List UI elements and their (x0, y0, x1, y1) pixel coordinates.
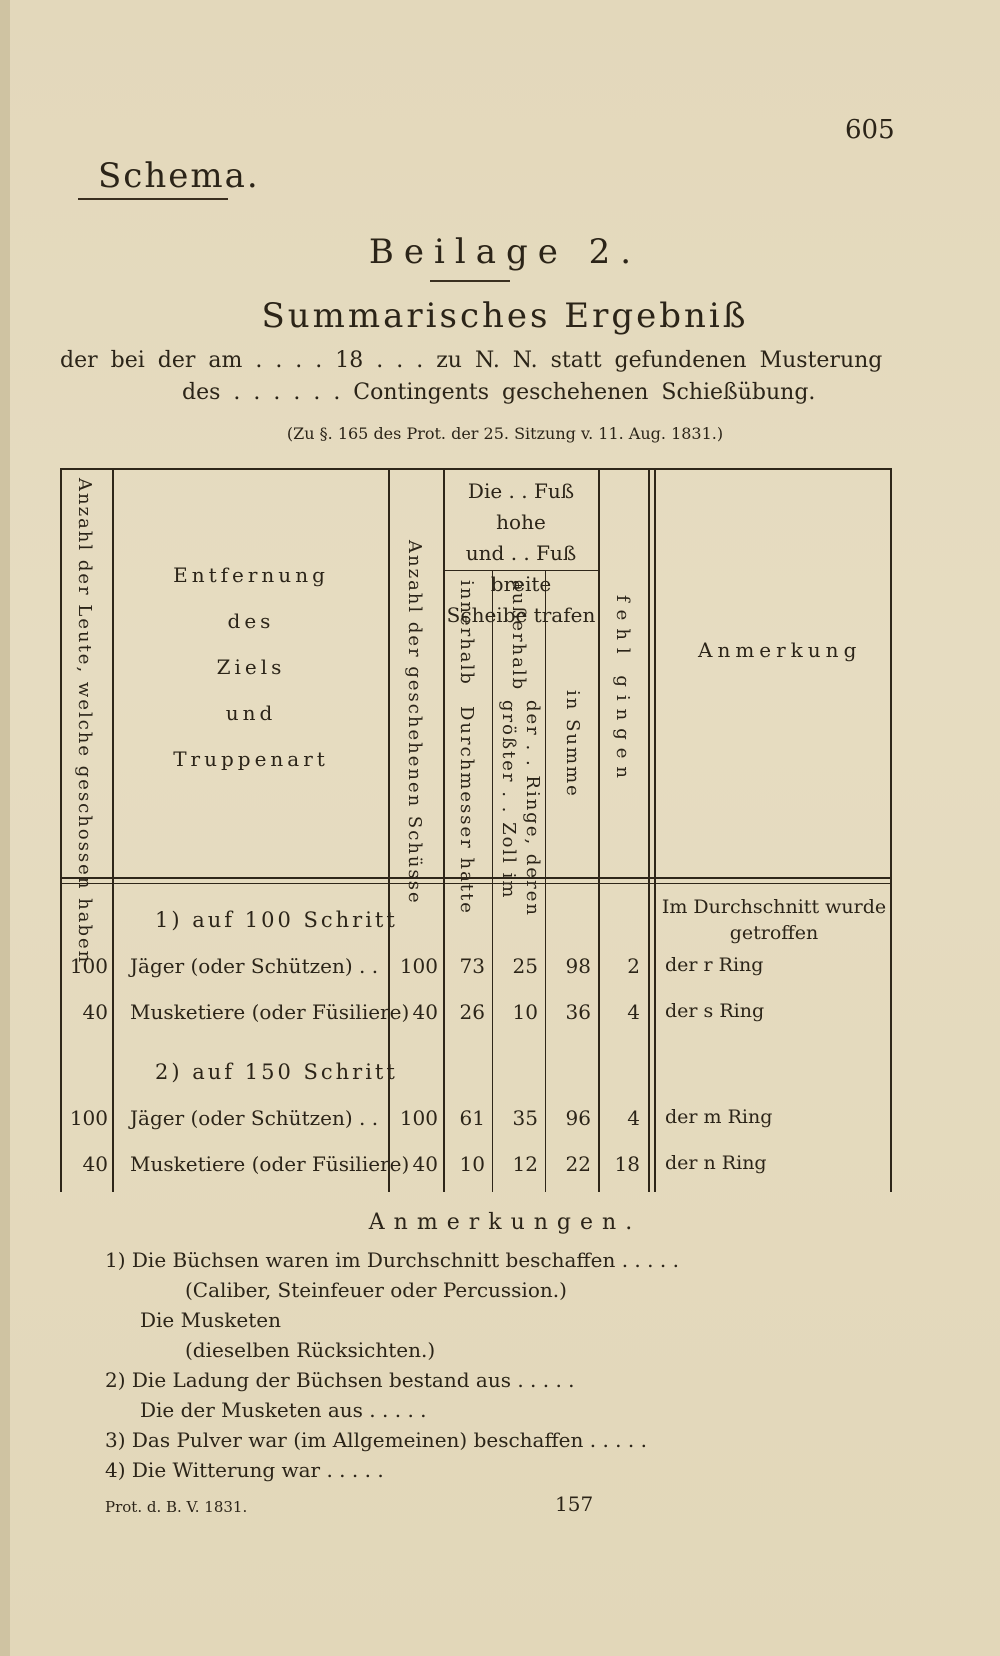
header-target-line-2: und . . Fuß breite (465, 541, 577, 596)
col-divider-sum (598, 468, 600, 1192)
header-people-count: Anzahl der Leute, welche geschossen haben (74, 478, 95, 965)
inside-cell: 61 (459, 1106, 485, 1130)
sum-cell: 36 (565, 1000, 591, 1024)
footer-protocol: Prot. d. B. V. 1831. (105, 1498, 248, 1516)
people-count-cell: 40 (82, 1000, 108, 1024)
sum-cell: 22 (565, 1152, 591, 1176)
note-line: 4) Die Witterung war . . . . . (105, 1458, 384, 1482)
remark-cell: der s Ring (665, 1000, 765, 1022)
missed-cell: 18 (614, 1152, 640, 1176)
header-distance-line-5: Truppenart (173, 747, 329, 771)
header-sum: in Summe (562, 690, 583, 798)
heading-divider (430, 280, 510, 282)
troop-type-cell: Jäger (oder Schützen) . . (130, 954, 379, 978)
shots-cell: 40 (412, 1000, 438, 1024)
document-title: Summarisches Ergebniß (261, 296, 749, 336)
table-top-border (60, 468, 890, 470)
header-target-line-3: Scheibe trafen (446, 603, 596, 627)
header-missed: fehl gingen (612, 595, 633, 787)
header-largest-ring: größter . . Zoll im (498, 700, 519, 900)
note-line: 1) Die Büchsen waren im Durchschnitt beschaffen . . . . . (105, 1248, 679, 1272)
note-line: Die Musketen (140, 1308, 281, 1332)
schema-underline (78, 198, 228, 200)
header-rings: der . . Ringe, deren (522, 700, 543, 917)
outside-cell: 25 (512, 954, 538, 978)
people-count-cell: 40 (82, 1152, 108, 1176)
header-distance (114, 552, 388, 782)
missed-cell: 4 (627, 1106, 640, 1130)
col-divider-missed (648, 468, 650, 1192)
footer-signature-number: 157 (555, 1492, 594, 1516)
header-shots-count: Anzahl der geschehenen Schüsse (404, 540, 425, 905)
shots-cell: 100 (399, 954, 438, 978)
people-count-cell: 100 (69, 1106, 108, 1130)
people-count-cell: 100 (69, 954, 108, 978)
sum-cell: 98 (565, 954, 591, 978)
inside-cell: 10 (459, 1152, 485, 1176)
table-right-border (890, 468, 892, 1192)
header-target-line-1: Die . . Fuß hohe (467, 479, 575, 534)
shots-cell: 100 (399, 1106, 438, 1130)
protocol-reference: (Zu §. 165 des Prot. der 25. Sitzung v. 11. Aug. 1831.) (286, 424, 724, 443)
outside-cell: 12 (512, 1152, 538, 1176)
troop-type-cell: Musketiere (oder Füsiliere) (130, 1000, 410, 1024)
note-line: Die der Musketen aus . . . . . (140, 1398, 427, 1422)
notes-heading: Anmerkungen. (368, 1210, 642, 1235)
header-diameter: Durchmesser hatte (456, 706, 477, 915)
remark-cell: der r Ring (665, 954, 764, 976)
missed-cell: 4 (627, 1000, 640, 1024)
note-line: (Caliber, Steinfeuer oder Percussion.) (185, 1278, 567, 1302)
inside-cell: 26 (459, 1000, 485, 1024)
shots-cell: 40 (412, 1152, 438, 1176)
page-number: 605 (845, 115, 895, 145)
col-divider-inner (492, 570, 493, 1192)
table-left-border (60, 468, 62, 1192)
outside-cell: 10 (512, 1000, 538, 1024)
note-line: 3) Das Pulver war (im Allgemeinen) beschaffen . . . . . (105, 1428, 647, 1452)
note-line: 2) Die Ladung der Büchsen bestand aus . . . . . (105, 1368, 575, 1392)
header-inside: innerhalb (456, 580, 477, 686)
header-remark: Anmerkung (698, 638, 862, 662)
header-distance-line-3: Ziels (216, 655, 286, 679)
outside-cell: 35 (512, 1106, 538, 1130)
remark-intro-line-1: Im Durchschnitt wurde (661, 896, 887, 918)
subtitle-line-1: der bei der am . . . . 18 . . . zu N. N. statt gefundenen Musterung (60, 348, 883, 373)
appendix-heading: Beilage 2. (368, 232, 642, 272)
remark-cell: der n Ring (665, 1152, 767, 1174)
note-line: (dieselben Rücksichten.) (185, 1338, 436, 1362)
header-distance-line-2: des (227, 609, 275, 633)
col-divider-outer (545, 570, 546, 1192)
troop-type-cell: Jäger (oder Schützen) . . (130, 1106, 379, 1130)
header-distance-line-1: Entfernung (173, 563, 329, 587)
header-outside: außerhalb (508, 580, 529, 692)
remark-intro-line-2: getroffen (729, 922, 819, 944)
missed-cell: 2 (627, 954, 640, 978)
schema-label: Schema. (98, 156, 260, 196)
remark-cell: der m Ring (665, 1106, 773, 1128)
subtitle-line-2: des . . . . . . Contingents geschehenen Schießübung. (182, 380, 816, 405)
header-distance-line-4: und (225, 701, 277, 725)
sum-cell: 96 (565, 1106, 591, 1130)
col-divider-missed-double (654, 468, 656, 1192)
section-label: 1) auf 100 Schritt (155, 908, 398, 932)
document-page (10, 0, 1000, 1656)
section-label: 2) auf 150 Schritt (155, 1060, 398, 1084)
inside-cell: 73 (459, 954, 485, 978)
troop-type-cell: Musketiere (oder Füsiliere) (130, 1152, 410, 1176)
